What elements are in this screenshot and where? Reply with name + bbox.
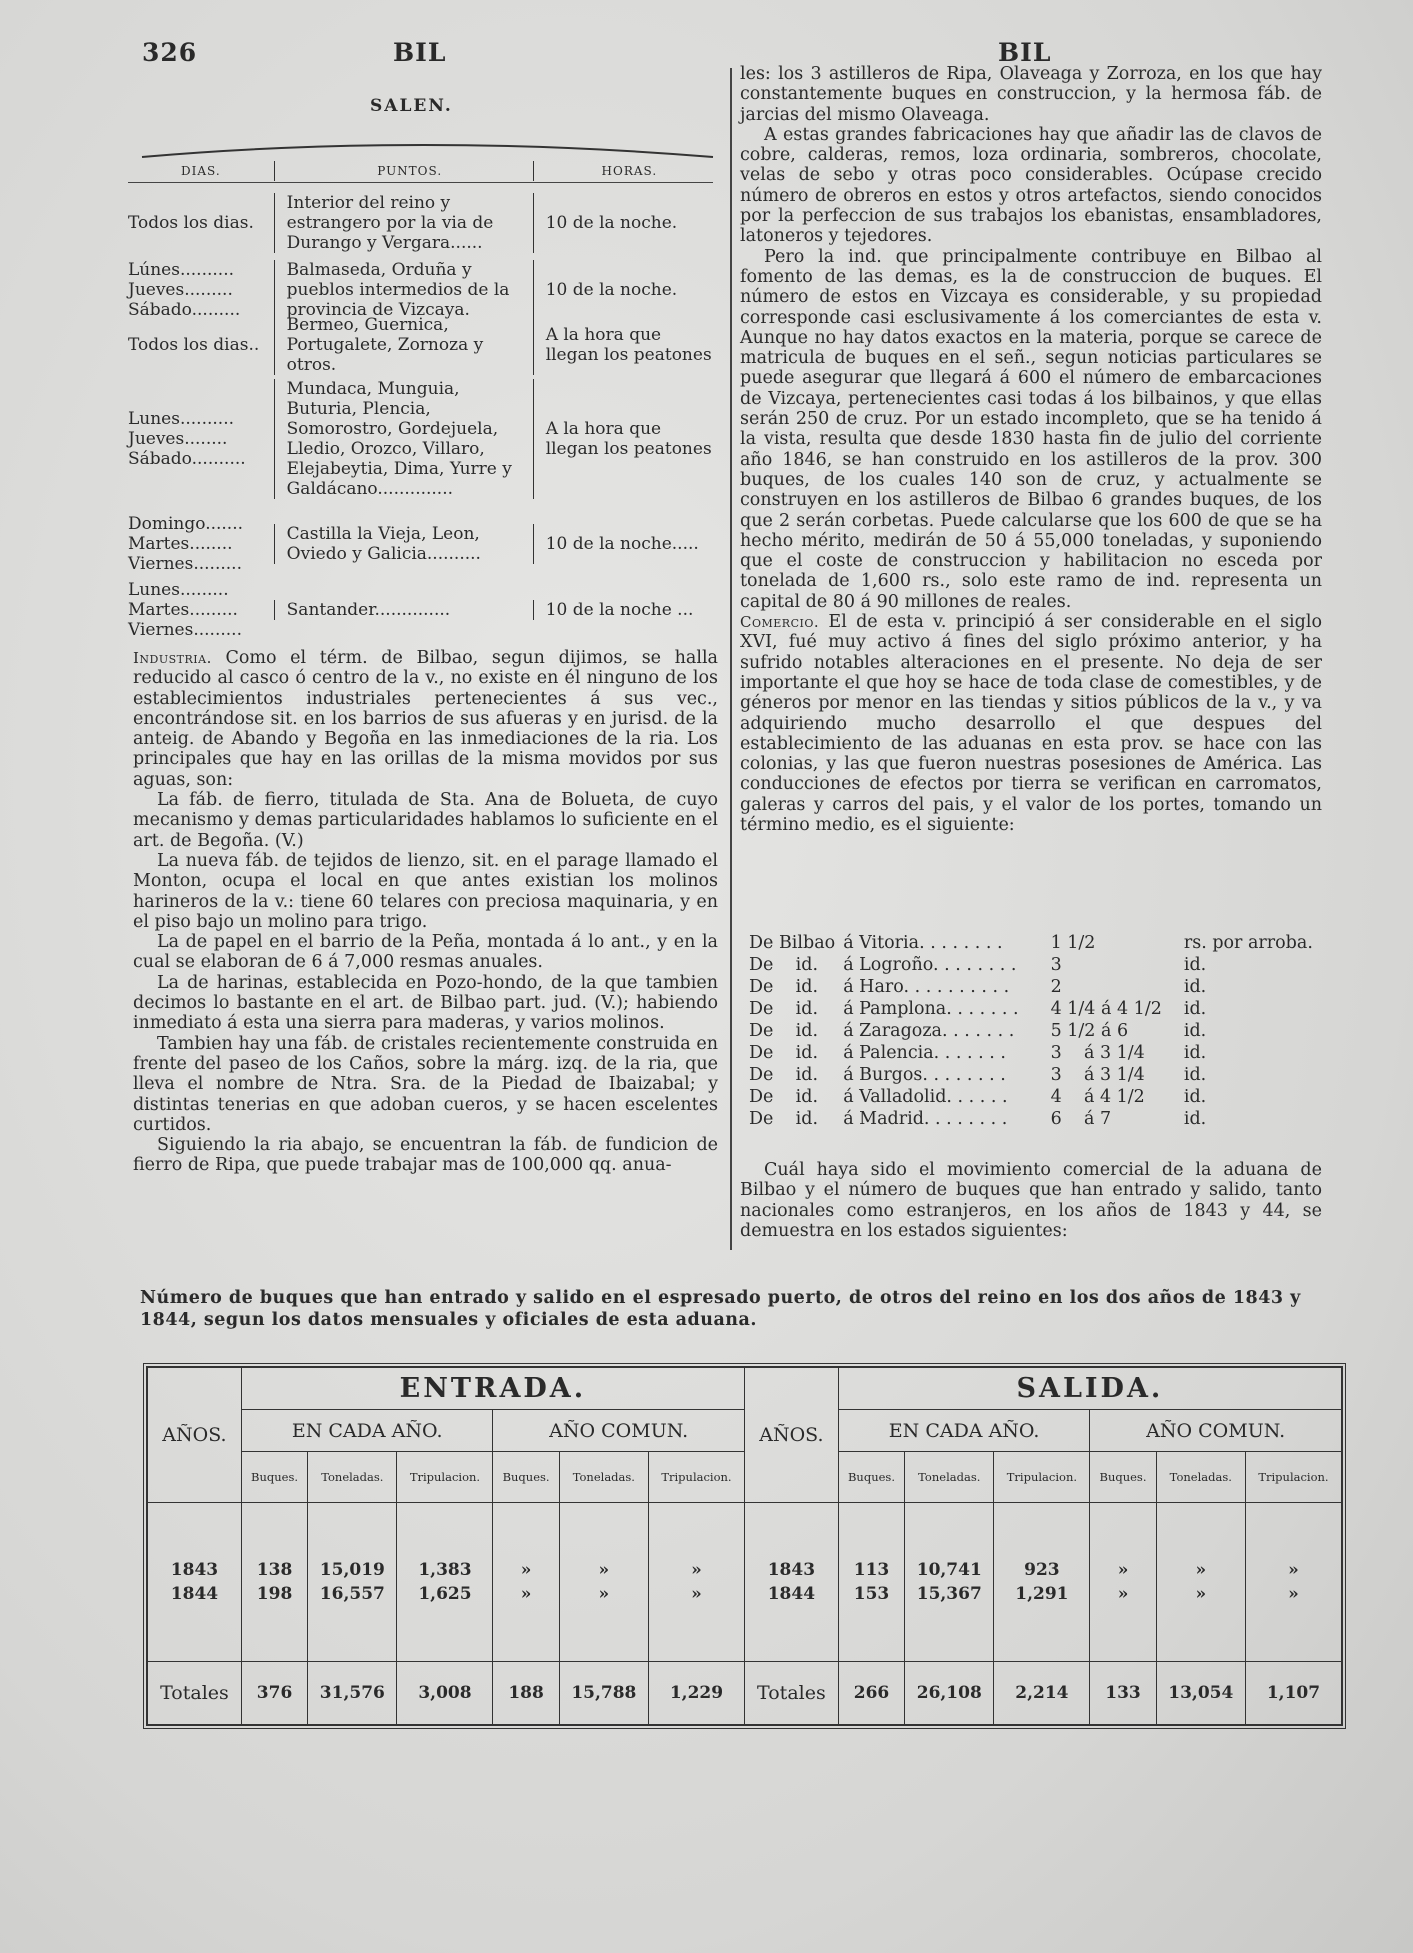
fare-from: De id. <box>749 999 819 1019</box>
ano-comun-header: AÑO COMUN. <box>1090 1410 1342 1452</box>
ano-comun-header: AÑO COMUN. <box>493 1410 745 1452</box>
row-horas: 10 de la noche. <box>545 280 678 300</box>
running-head-right: BIL <box>998 38 1052 67</box>
schedule-row <box>128 315 713 375</box>
entrada-cell <box>308 1503 397 1661</box>
subheader-buques: Buques. <box>241 1452 307 1503</box>
paragraph: La de papel en el barrio de la Peña, montada á lo ant., y en la cual se elaboran de 6 á 7,000 resmas anuales. <box>133 932 718 973</box>
table-cell: » <box>1195 1559 1207 1580</box>
salida-cell <box>1090 1503 1156 1661</box>
fare-row <box>745 976 1317 998</box>
fare-row <box>745 1108 1317 1130</box>
table-cell: » <box>598 1559 610 1580</box>
shipping-table <box>143 1363 1346 1729</box>
right-column <box>740 64 1322 835</box>
fare-unit: id. <box>1183 1087 1207 1107</box>
table-caption: Número de buques que han entrado y salido en el espresado puerto, de otros del reino en los dos años de 1843 y 1844, segun los datos mensuales y oficiales de esta aduana. <box>140 1288 1301 1330</box>
header-puntos: PUNTOS. <box>274 161 534 181</box>
subheader-buques: Buques. <box>838 1452 904 1503</box>
totals-row <box>148 1661 1342 1724</box>
row-dias: Lunes......... Martes......... Viernes......... <box>128 580 242 640</box>
fare-to: á Vitoria. . . . . . . . <box>843 933 1003 953</box>
row-puntos: Balmaseda, Orduña y pueblos intermedios de la provincia de Vizcaya. <box>274 260 534 320</box>
subheader-toneladas: Toneladas. <box>1156 1452 1245 1503</box>
fare-from: De Bilbao <box>749 933 836 953</box>
table-cell: 138 <box>256 1559 293 1580</box>
salida-cell <box>838 1503 904 1661</box>
row-dias: Lúnes.......... Jueves......... Sábado......... <box>128 260 241 320</box>
table-cell: » <box>691 1559 702 1580</box>
totals-label: Totales <box>148 1661 242 1724</box>
fare-to: á Madrid. . . . . . . . <box>843 1109 1008 1129</box>
subheader-toneladas: Toneladas. <box>905 1452 994 1503</box>
table-cell: 1844 <box>767 1583 816 1604</box>
en-cada-ano-header: EN CADA AÑO. <box>241 1410 493 1452</box>
paragraph: les: los 3 astilleros de Ripa, Olaveaga y Zorroza, en los que hay constantemente buques en construccion, y la hermosa fáb. de jarcias del mismo Olaveaga. <box>740 64 1322 125</box>
paragraph: La nueva fáb. de tejidos de lienzo, sit. en el parage llamado el Monton, ocupa el local en que antes existian los molinos harineros de la v.: tiene 60 telares con preciosa maquinaria, y en el piso bajo un molino para trigo. <box>133 850 718 932</box>
entrada-cell <box>397 1503 493 1661</box>
fare-from: De id. <box>749 977 819 997</box>
fare-row <box>745 932 1317 954</box>
fare-rate: 3 á 3 1/4 <box>1050 1043 1145 1063</box>
table-cell: 1844 <box>170 1583 219 1604</box>
row-horas: A la hora que llegan los peatones <box>545 325 712 365</box>
fare-row <box>745 1020 1317 1042</box>
totals-salida: 133 <box>1090 1661 1156 1724</box>
fare-to: á Valladolid. . . . . . <box>843 1087 1008 1107</box>
salida-cell <box>1245 1503 1341 1661</box>
paragraph: La fáb. de fierro, titulada de Sta. Ana de Bolueta, de cuyo mecanismo y demas particularidades hablamos lo suficiente en el art. de Begoña. (V.) <box>133 790 718 851</box>
fare-unit: id. <box>1183 977 1207 997</box>
totals-entrada: 188 <box>493 1661 559 1724</box>
fare-unit: id. <box>1183 1043 1207 1063</box>
title-flourish <box>140 135 715 161</box>
salida-cell <box>994 1503 1090 1661</box>
table-cell: 1,625 <box>418 1583 472 1604</box>
fare-from: De id. <box>749 955 819 975</box>
fare-unit: id. <box>1183 1065 1207 1085</box>
table-cell: » <box>520 1583 532 1604</box>
fare-row <box>745 1064 1317 1086</box>
table-cell: 923 <box>1024 1559 1060 1580</box>
row-puntos: Bermeo, Guernica, Portugalete, Zornoza y otros. <box>274 315 534 375</box>
table-cell: » <box>691 1583 702 1604</box>
salida-header: SALIDA. <box>838 1368 1341 1410</box>
subheader-buques: Buques. <box>493 1452 559 1503</box>
table-cell: 198 <box>256 1583 293 1604</box>
subheader-tripulacion: Tripulacion. <box>994 1452 1090 1503</box>
schedule-row <box>128 258 713 323</box>
row-dias: Todos los dias. <box>128 213 254 233</box>
salen-title: SALEN. <box>370 96 453 116</box>
fare-to: á Burgos. . . . . . . . <box>843 1065 1006 1085</box>
table-cell: 153 <box>853 1583 890 1604</box>
paragraph: Tambien hay una fáb. de cristales recientemente construida en frente del paseo de los Caños, sobre la márg. izq. de la ria, que lleva el nombre de Ntra. Sra. de la Piedad de Ibaizabal; y distintas tenerias en que adoban cueros, y se hacen escelentes curtidos. <box>133 1033 718 1135</box>
totals-salida: 1,107 <box>1245 1661 1341 1724</box>
fare-row <box>745 1042 1317 1064</box>
table-cell: 113 <box>853 1559 890 1580</box>
fare-unit: id. <box>1183 1109 1207 1129</box>
table-cell: 15,367 <box>916 1583 982 1604</box>
table-cell: » <box>1117 1559 1129 1580</box>
subheader-tripulacion: Tripulacion. <box>397 1452 493 1503</box>
row-horas: 10 de la noche. <box>545 213 678 233</box>
fare-unit: id. <box>1183 1021 1207 1041</box>
fare-from: De id. <box>749 1043 819 1063</box>
totals-salida: 13,054 <box>1156 1661 1245 1724</box>
fare-rate: 1 1/2 <box>1050 933 1096 953</box>
fare-unit: id. <box>1183 999 1207 1019</box>
fare-rate: 3 <box>1050 955 1062 975</box>
totals-salida: 26,108 <box>905 1661 994 1724</box>
subheader-toneladas: Toneladas. <box>559 1452 648 1503</box>
row-puntos: Castilla la Vieja, Leon, Oviedo y Galicia.......... <box>274 524 534 564</box>
row-dias: Domingo....... Martes........ Viernes......... <box>128 514 244 574</box>
entrada-cell <box>559 1503 648 1661</box>
totals-label: Totales <box>744 1661 838 1724</box>
fare-unit: rs. por arroba. <box>1183 933 1313 953</box>
fare-to: á Haro. . . . . . . . . . <box>843 977 1010 997</box>
fare-rate: 3 á 3 1/4 <box>1050 1065 1145 1085</box>
fare-rate: 6 á 7 <box>1050 1109 1112 1129</box>
fare-from: De id. <box>749 1087 819 1107</box>
subheader-tripulacion: Tripulacion. <box>1245 1452 1341 1503</box>
fare-rate: 2 <box>1050 977 1062 997</box>
page-number: 326 <box>142 38 198 67</box>
paragraph: Pero la ind. que principalmente contribuye en Bilbao al fomento de las demas, es la de construccion de buques. El número de estos en Vizcaya es considerable, y su propiedad corresponde casi esclusivamente á los comerciantes de esta v. Aunque no hay datos exactos en la materia, porque se carece de matricula de buques en el señ., segun noticias particulares se puede asegurar que llegará á 600 el número de embarcaciones de Vizcaya, pertenecientes casi todas á los bilbainos, y que ellas serán 250 de cruz. Por un estado incompleto, que se ha tenido á la vista, resulta que desde 1830 hasta fin de julio del corriente año 1846, se han construido en los astilleros de la prov. 300 buques, de los cuales 140 son de cruz, y actualmente se construyen en los astilleros de Bilbao 6 grandes buques, de los que 2 serán corbetas. Puede calcularse que los 600 de que se ha hecho mérito, medirán de 50 á 55,000 toneladas, y suponiendo que el coste de construccion y habilitacion no esceda por tonelada de 1,600 rs., solo este ramo de ind. representa un capital de 80 á 90 millones de reales. <box>740 246 1322 612</box>
fare-unit: id. <box>1183 955 1207 975</box>
fare-from: De id. <box>749 1021 819 1041</box>
anos-header: AÑOS. <box>744 1368 838 1503</box>
totals-entrada: 3,008 <box>397 1661 493 1724</box>
totals-entrada: 1,229 <box>649 1661 745 1724</box>
fare-to: á Logroño. . . . . . . . <box>843 955 1017 975</box>
header-dias: DIAS. <box>181 164 221 178</box>
totals-salida: 2,214 <box>994 1661 1090 1724</box>
row-puntos: Mundaca, Munguia, Buturia, Plencia, Somorostro, Gordejuela, Lledio, Orozco, Villaro, Elejabeytia, Dima, Yurre y Galdácano.............. <box>274 379 534 499</box>
fare-from: De id. <box>749 1065 819 1085</box>
paragraph: A estas grandes fabricaciones hay que añadir las de clavos de cobre, calderas, remos, loza ordinaria, sombreros, chocolate, velas de sebo y otras poco considerables. Ocúpase crecido número de obreros en estos y otros artefactos, siendo conocidos por la perfeccion de sus trabajos los ebanistas, ensambladores, latoneros y tejedores. <box>740 124 1322 247</box>
subheader-toneladas: Toneladas. <box>308 1452 397 1503</box>
section-lead: Industria. <box>133 649 212 667</box>
paragraph: Industria. Como el térm. de Bilbao, segun dijimos, se halla reducido al casco ó centro de la v., no existe en él ninguno de los establecimientos industriales pertenecientes á sus vec., encontrándose sit. en los barrios de sus afueras y en jurisd. de la anteig. de Abando y Begoña en las inmediaciones de la ria. Los principales que hay en las orillas de la misma movidos por sus aguas, son: <box>133 648 718 790</box>
column-rule <box>730 68 732 1250</box>
fare-rate: 4 á 4 1/2 <box>1050 1087 1145 1107</box>
row-horas: 10 de la noche ... <box>545 600 694 620</box>
fare-rate: 4 1/4 á 4 1/2 <box>1050 999 1162 1019</box>
fare-row <box>745 954 1317 976</box>
fare-row <box>745 998 1317 1020</box>
totals-salida: 266 <box>838 1661 904 1724</box>
fare-to: á Pamplona. . . . . . . <box>843 999 1019 1019</box>
paragraph: Comercio. El de esta v. principió á ser considerable en el siglo XVI, fué muy activo á fines del siglo próximo anterior, y ha sufrido notables alteraciones en el presente. No deja de ser importante el que hoy se hace de toda clase de comestibles, y de géneros por menor en las tiendas y sitios públicos de la v., y va adquiriendo mucho desarrollo el que despues del establecimiento de las aduanas en esta prov. se hace con las colonias, y las que fueron nuestras posesiones de América. Las conducciones de efectos por tierra se verifican en carromatos, galeras y carros del pais, y el valor de los portes, tomando un término medio, es el siguiente: <box>740 612 1322 835</box>
table-cell: » <box>1288 1583 1299 1604</box>
salida-cell <box>1156 1503 1245 1661</box>
closing-paragraph-wrap <box>740 1160 1322 1241</box>
fare-row <box>745 1086 1317 1108</box>
row-dias: Todos los dias.. <box>128 335 260 355</box>
entrada-cell <box>241 1503 307 1661</box>
data-rows <box>148 1503 1342 1661</box>
row-puntos: Santander.............. <box>274 600 534 620</box>
schedule-row <box>128 578 713 643</box>
schedule-header-row <box>128 160 713 183</box>
table-cell: 1843 <box>767 1559 816 1580</box>
table-cell: » <box>1288 1559 1299 1580</box>
table-cell: 1,383 <box>418 1559 472 1580</box>
header-horas: HORAS. <box>601 164 658 178</box>
totals-entrada: 31,576 <box>308 1661 397 1724</box>
salida-cell <box>905 1503 994 1661</box>
fare-from: De id. <box>749 1109 819 1129</box>
table-cell: 1,291 <box>1015 1583 1069 1604</box>
running-head-left: BIL <box>393 38 447 67</box>
schedule-row <box>128 511 713 578</box>
entrada-cell <box>493 1503 559 1661</box>
entrada-header: ENTRADA. <box>241 1368 744 1410</box>
schedule-row <box>128 368 713 511</box>
schedule-row <box>128 189 713 258</box>
fares-table <box>745 932 1317 1130</box>
entrada-cell <box>649 1503 745 1661</box>
subheader-buques: Buques. <box>1090 1452 1156 1503</box>
paragraph: La de harinas, establecida en Pozo-hondo, de la que tambien decimos lo bastante en el art. de Bilbao part. jud. (V.); habiendo inmediato á esta una sierra para maderas, y varios molinos. <box>133 972 718 1034</box>
subheader-tripulacion: Tripulacion. <box>649 1452 745 1503</box>
table-cell: 15,019 <box>319 1559 385 1580</box>
row-dias: Lunes.......... Jueves........ Sábado.......... <box>128 409 246 469</box>
year-cell <box>148 1503 242 1661</box>
totals-entrada: 15,788 <box>559 1661 648 1724</box>
fare-rate: 5 1/2 á 6 <box>1050 1021 1129 1041</box>
table-cell: 10,741 <box>916 1559 982 1580</box>
left-column <box>133 648 718 1176</box>
totals-entrada: 376 <box>241 1661 307 1724</box>
anos-header: AÑOS. <box>148 1368 242 1503</box>
row-puntos: Interior del reino y estrangero por la via de Durango y Vergara...... <box>274 193 534 253</box>
section-lead: Comercio. <box>740 613 820 632</box>
year-cell <box>744 1503 838 1661</box>
closing-paragraph: Cuál haya sido el movimiento comercial de la aduana de Bilbao y el número de buques que han entrado y salido, tanto nacionales como estranjeros, en los años de 1843 y 44, se demuestra en los estados siguientes: <box>740 1160 1322 1241</box>
table-cell: » <box>1195 1583 1207 1604</box>
fare-to: á Palencia. . . . . . . <box>843 1043 1006 1063</box>
row-horas: 10 de la noche..... <box>545 534 699 554</box>
salen-schedule <box>128 160 713 643</box>
table-cell: 16,557 <box>319 1583 385 1604</box>
fare-to: á Zaragoza. . . . . . . <box>843 1021 1015 1041</box>
row-horas: A la hora que llegan los peatones <box>545 419 712 459</box>
en-cada-ano-header: EN CADA AÑO. <box>838 1410 1090 1452</box>
table-cell: » <box>598 1583 610 1604</box>
table-cell: 1843 <box>170 1559 219 1580</box>
paragraph: Siguiendo la ria abajo, se encuentran la fáb. de fundicion de fierro de Ripa, que puede trabajar mas de 100,000 qq. anua- <box>133 1135 718 1176</box>
table-cell: » <box>1117 1583 1129 1604</box>
table-cell: » <box>520 1559 532 1580</box>
